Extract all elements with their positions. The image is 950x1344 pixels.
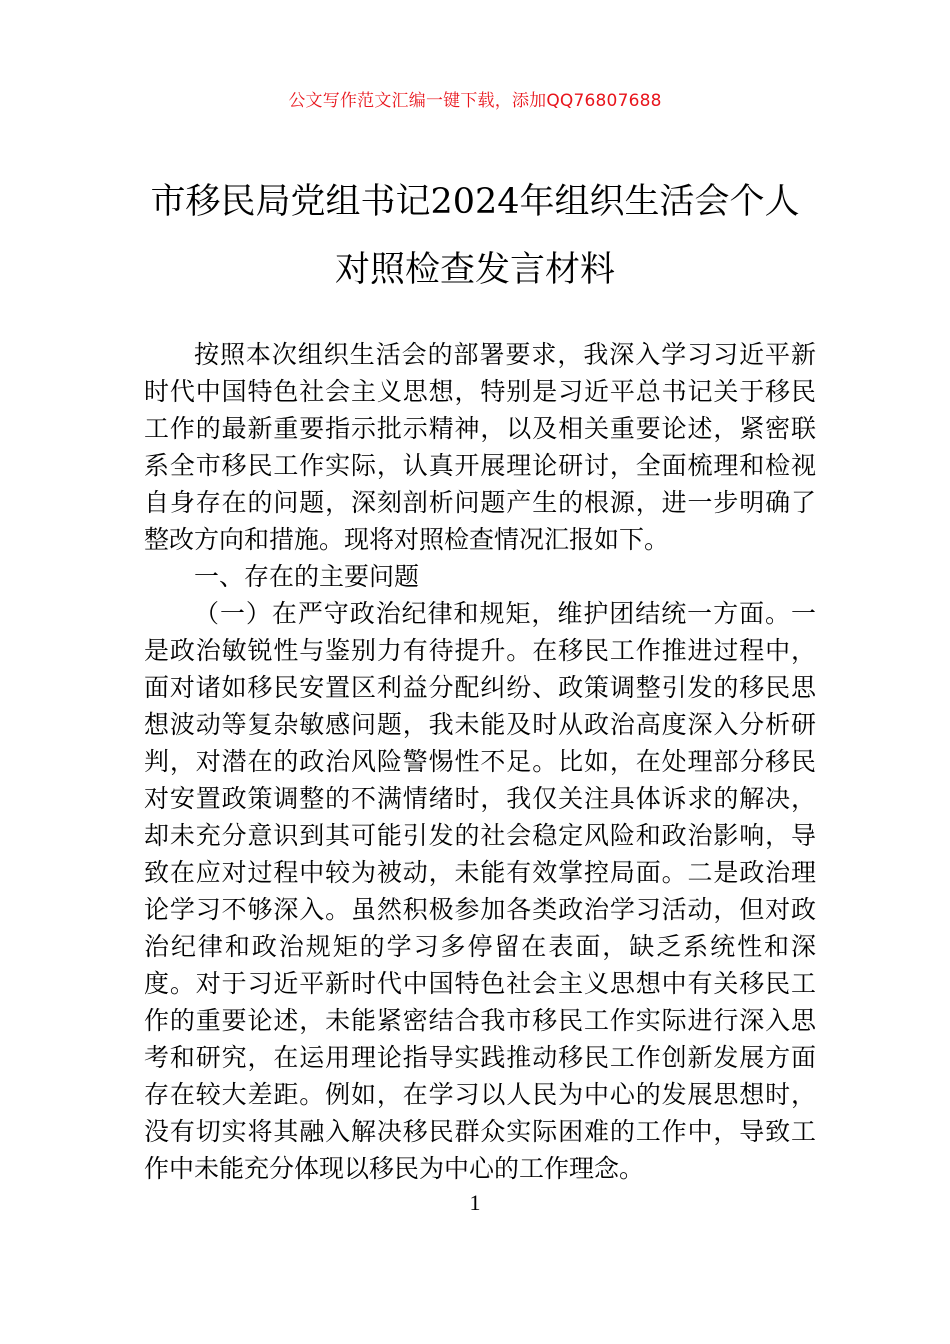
- title-line-1: 市移民局党组书记2024年组织生活会个人: [150, 182, 800, 222]
- document-title: [100, 168, 850, 304]
- header-promo-note: 公文写作范文汇编一键下载，添加QQ76807688: [288, 91, 662, 111]
- title-line-2: 对照检查发言材料: [334, 250, 615, 290]
- document-body: [144, 336, 816, 1187]
- section-heading: 一、存在的主要问题: [194, 562, 420, 591]
- intro-paragraph: 按照本次组织生活会的部署要求，我深入学习习近平新时代中国特色社会主义思想，特别是习近平总书记关于移民工作的最新重要指示批示精神，以及相关重要论述，紧密联系全市移民工作实际，认真开展理论研讨，全面梳理和检视自身存在的问题，深刻剖析问题产生的根源，进一步明确了整改方向和措施。现将对照检查情况汇报如下。: [144, 340, 816, 554]
- page-number: 1: [469, 1190, 481, 1215]
- subsection-paragraph: （一）在严守政治纪律和规矩，维护团结统一方面。一是政治敏锐性与鉴别力有待提升。在移民工作推进过程中，面对诸如移民安置区利益分配纠纷、政策调整引发的移民思想波动等复杂敏感问题，我未能及时从政治高度深入分析研判，对潜在的政治风险警惕性不足。比如，在处理部分移民对安置政策调整的不满情绪时，我仅关注具体诉求的解决，却未充分意识到其可能引发的社会稳定风险和政治影响，导致在应对过程中较为被动，未能有效掌控局面。二是政治理论学习不够深入。虽然积极参加各类政治学习活动，但对政治纪律和政治规矩的学习多停留在表面，缺乏系统性和深度。对于习近平新时代中国特色社会主义思想中有关移民工作的重要论述，未能紧密结合我市移民工作实际进行深入思考和研究，在运用理论指导实践推动移民工作创新发展方面存在较大差距。例如，在学习以人民为中心的发展思想时，没有切实将其融入解决移民群众实际困难的工作中，导致工作中未能充分体现以移民为中心的工作理念。: [144, 599, 816, 1183]
